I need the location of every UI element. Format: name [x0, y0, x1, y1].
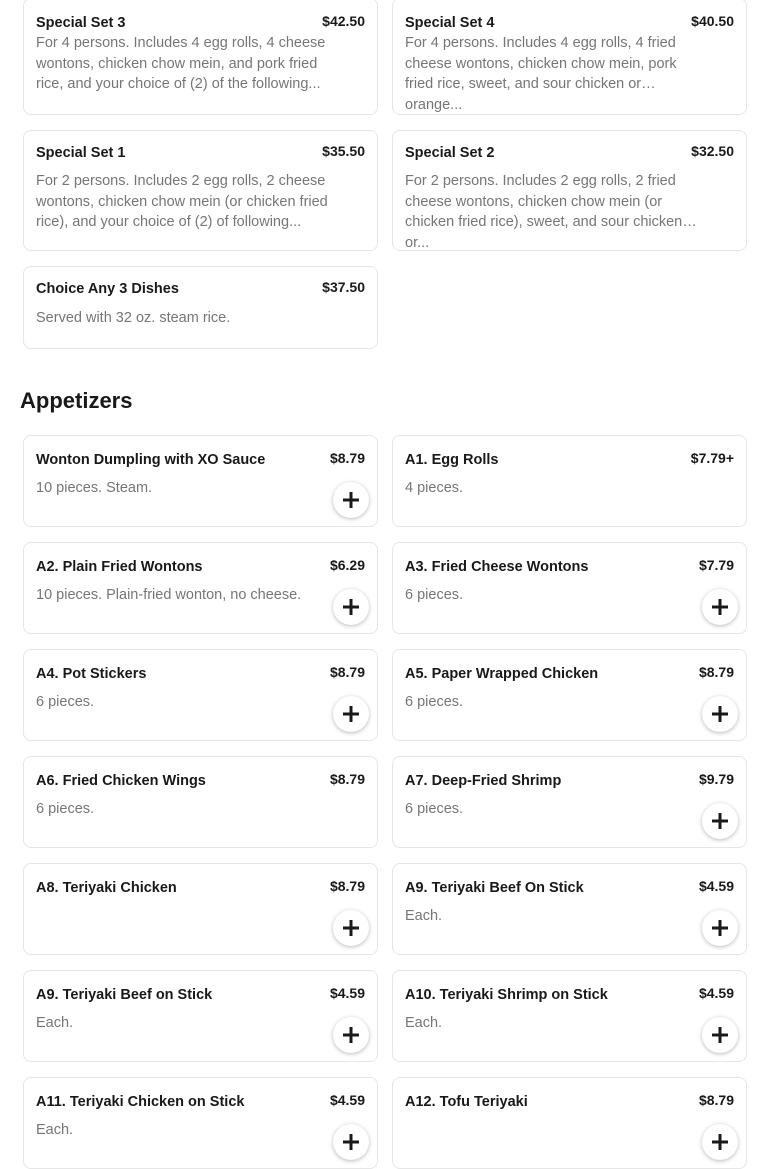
item-description: 4 pieces. — [405, 480, 464, 496]
add-item-button[interactable] — [333, 589, 369, 625]
item-description: For 2 persons. Includes 2 egg rolls, 2 cheese wontons, chicken chow mein (or chicken fried rice), and your choice of (2) of following... — [36, 173, 328, 230]
plus-icon — [341, 490, 361, 510]
item-price: $4.59 — [329, 1092, 365, 1108]
item-description: Each. — [405, 908, 443, 924]
item-price: $35.50 — [322, 143, 365, 159]
item-name: Special Set 2 — [405, 145, 495, 161]
item-price: $8.79 — [698, 1092, 734, 1108]
item-name: A7. Deep-Fried Shrimp — [405, 773, 562, 789]
item-name: Special Set 3 — [36, 15, 126, 31]
item-name: A11. Teriyaki Chicken on Stick — [36, 1094, 245, 1110]
item-price: $7.79 — [698, 557, 734, 573]
menu-item-card[interactable] — [23, 435, 378, 527]
menu-item-card[interactable] — [392, 1077, 747, 1169]
menu-item-card[interactable] — [392, 0, 747, 115]
plus-icon — [710, 811, 730, 831]
add-item-button[interactable] — [333, 696, 369, 732]
item-name: Wonton Dumpling with XO Sauce — [36, 452, 266, 468]
item-description: Each. — [36, 1015, 74, 1031]
item-name: Choice Any 3 Dishes — [36, 281, 179, 297]
item-name: A6. Fried Chicken Wings — [36, 773, 206, 789]
item-price: $9.79 — [698, 771, 734, 787]
plus-icon — [710, 704, 730, 724]
item-price: $7.79+ — [690, 450, 734, 466]
item-description: For 2 persons. Includes 2 egg rolls, 2 fried cheese wontons, chicken chow mein (or chicken fried rice), sweet, and sour chicken or... — [405, 173, 683, 251]
item-price: $4.59 — [329, 985, 365, 1001]
item-name: A9. Teriyaki Beef on Stick — [36, 987, 213, 1003]
item-description: 6 pieces. — [405, 801, 464, 817]
item-price: $32.50 — [691, 143, 734, 159]
add-item-button[interactable] — [702, 1017, 738, 1053]
plus-icon — [341, 918, 361, 938]
plus-icon — [341, 1025, 361, 1045]
menu-item-card[interactable] — [392, 756, 747, 848]
menu-item-card[interactable] — [23, 863, 378, 955]
item-name: A9. Teriyaki Beef On Stick — [405, 880, 584, 896]
menu-item-card[interactable] — [23, 756, 378, 848]
plus-icon — [341, 704, 361, 724]
menu-item-card[interactable] — [392, 970, 747, 1062]
menu-item-card[interactable] — [23, 970, 378, 1062]
plus-icon — [341, 597, 361, 617]
item-price: $40.50 — [691, 13, 734, 29]
item-description: 10 pieces. Steam. — [36, 480, 153, 496]
item-description: For 4 persons. Includes 4 egg rolls, 4 fried cheese wontons, chicken chow mein, pork fried rice, sweet, and sour chicken or orange... — [405, 35, 677, 113]
add-item-button[interactable] — [702, 1124, 738, 1160]
item-price: $37.50 — [322, 279, 365, 295]
item-name: A12. Tofu Teriyaki — [405, 1094, 528, 1110]
item-price: $4.59 — [698, 985, 734, 1001]
item-description: 6 pieces. — [405, 587, 464, 603]
item-name: A8. Teriyaki Chicken — [36, 880, 177, 896]
item-price: $42.50 — [322, 13, 365, 29]
menu-item-card[interactable] — [23, 266, 378, 349]
add-item-button[interactable] — [702, 589, 738, 625]
item-price: $8.79 — [329, 878, 365, 894]
menu-item-card[interactable] — [392, 542, 747, 634]
item-name: A2. Plain Fried Wontons — [36, 559, 203, 575]
menu-item-card[interactable] — [23, 130, 378, 251]
plus-icon — [710, 1132, 730, 1152]
item-description: 10 pieces. Plain-fried wonton, no cheese. — [36, 587, 302, 603]
menu-item-card[interactable] — [392, 435, 747, 527]
plus-icon — [710, 918, 730, 938]
item-price: $8.79 — [698, 664, 734, 680]
item-name: Special Set 4 — [405, 15, 495, 31]
item-price: $8.79 — [329, 664, 365, 680]
item-description: 6 pieces. — [405, 694, 464, 710]
item-price: $4.59 — [698, 878, 734, 894]
add-item-button[interactable] — [333, 482, 369, 518]
add-item-button[interactable] — [333, 910, 369, 946]
item-description: 6 pieces. — [36, 694, 95, 710]
item-price: $8.79 — [329, 450, 365, 466]
item-name: A10. Teriyaki Shrimp on Stick — [405, 987, 608, 1003]
plus-icon — [710, 1025, 730, 1045]
menu-item-card[interactable] — [23, 0, 378, 115]
add-item-button[interactable] — [702, 910, 738, 946]
menu-item-card[interactable] — [23, 542, 378, 634]
item-name: A1. Egg Rolls — [405, 452, 499, 468]
add-item-button[interactable] — [702, 696, 738, 732]
section-title-appetizers: Appetizers — [20, 388, 133, 413]
item-name: A5. Paper Wrapped Chicken — [405, 666, 599, 682]
item-description: For 4 persons. Includes 4 egg rolls, 4 cheese wontons, chicken chow mein, and pork fried rice, and your choice of (2) of the following... — [36, 35, 326, 92]
item-name: A4. Pot Stickers — [36, 666, 147, 682]
item-description: Served with 32 oz. steam rice. — [36, 310, 231, 326]
plus-icon — [341, 1132, 361, 1152]
item-price: $6.29 — [329, 557, 365, 573]
menu-item-card[interactable] — [392, 130, 747, 251]
item-name: A3. Fried Cheese Wontons — [405, 559, 589, 575]
add-item-button[interactable] — [333, 1124, 369, 1160]
item-description: Each. — [405, 1015, 443, 1031]
item-description: Each. — [36, 1122, 74, 1138]
plus-icon — [710, 597, 730, 617]
add-item-button[interactable] — [333, 1017, 369, 1053]
add-item-button[interactable] — [702, 803, 738, 839]
menu-item-card[interactable] — [23, 1077, 378, 1169]
menu-item-card[interactable] — [392, 863, 747, 955]
item-price: $8.79 — [329, 771, 365, 787]
item-description: 6 pieces. — [36, 801, 95, 817]
menu-item-card[interactable] — [23, 649, 378, 741]
item-name: Special Set 1 — [36, 145, 126, 161]
menu-item-card[interactable] — [392, 649, 747, 741]
